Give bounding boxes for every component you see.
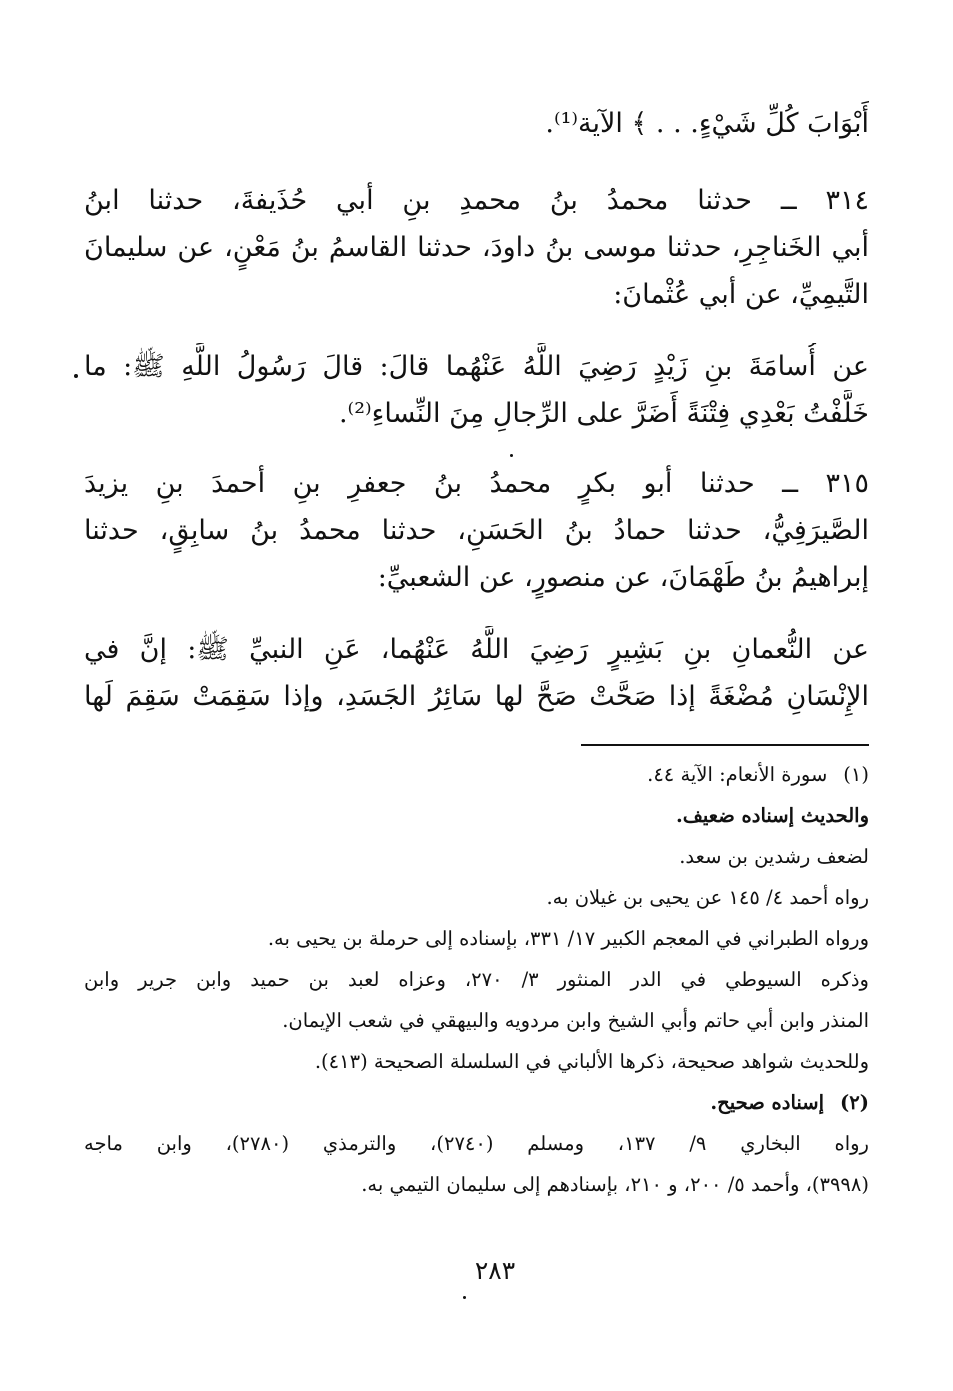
hadith-315-matn [84, 626, 869, 720]
footnote-2-title: إسناده صحيح. [710, 1091, 825, 1114]
footnote-1-title: سورة الأنعام: الآية ٤٤. [647, 763, 828, 786]
footnote-1-line: ورواه الطبراني في المعجم الكبير ١٧/ ٣٣١، بإسناده إلى حرملة بن يحيى به. [267, 927, 869, 950]
hadith-314-matn [84, 343, 869, 437]
hadith-315-isnad [84, 460, 869, 601]
hadith-314-isnad [84, 177, 869, 318]
hadith-314-line-1: ٣١٤ ــ حدثنا محمدُ بنُ محمدِ بنِ أبي حُذَيفةَ، حدثنا ابنُ [84, 185, 869, 216]
hadith-315-line-1: ٣١٥ ــ حدثنا أبو بكرٍ محمدُ بنُ جعفرِ بنِ أحمدَ بنِ يزيدَ [84, 468, 869, 499]
margin-dot [510, 454, 513, 457]
footnote-2-number: (٢) [840, 1091, 869, 1114]
footnote-2-line: (٣٩٩٨)، وأحمد ٥/ ٢٠٠، و ٢١٠، بإسنادهم إلى سليمان التيمي به. [361, 1173, 869, 1196]
footnote-2-line: رواه البخاري ٩/ ١٣٧، ومسلم (٢٧٤٠)، والترمذي (٢٧٨٠)، وابن ماجه [84, 1132, 869, 1155]
verse-continuation [84, 100, 869, 147]
hadith-315-line-3: إبراهيمُ بنُ طَهْمَانَ، عن منصورٍ، عن الشعبيِّ: [377, 562, 869, 593]
footnote-1-heading [84, 754, 869, 795]
footnote-1-number: (١) [843, 763, 869, 786]
hadith-315-matn-line-1: عن النُّعمانِ بنِ بَشِيرٍ رَضِيَ اللَّهُ عَنْهُما، عَنِ النبيِّ ﷺ: إنَّ في [84, 634, 869, 665]
hadith-314-line-2: أبي الخَناجِرِ، حدثنا موسى بنُ داودَ، حدثنا القاسمُ بنُ مَعْنٍ، عن سليمانَ [84, 232, 869, 263]
footnote-separator [581, 744, 869, 746]
margin-dot [74, 374, 78, 378]
hadith-314-matn-line-2: خَلَّفْتُ بَعْدِي فِتْنَةً أَضَرَّ على الرِّجالِ مِنَ النِّساءِ⁽²⁾. [338, 398, 869, 429]
footnote-2-heading [84, 1082, 869, 1123]
margin-dot [463, 1296, 466, 1299]
footnote-1-line: لضعف رشدين بن سعد. [679, 845, 869, 868]
hadith-315-matn-line-2: الإِنْسَانِ مُضْغَةً إذا صَحَّتْ صَحَّ لها سَائِرُ الجَسَدِ، وإذا سَقِمَتْ سَقِمَ لَها [84, 681, 869, 712]
verse-text: أَبْوَابَ كُلِّ شَيْءٍ. . . ﴾ الآية⁽¹⁾. [545, 108, 869, 139]
footnote-1-line: وذكره السيوطي في الدر المنثور ٣/ ٢٧٠، وعزاه لعبد بن حميد وابن جرير وابن [84, 968, 869, 991]
footnote-1-line: المنذر وابن أبي حاتم وأبي الشيخ وابن مردويه والبيهقي في شعب الإيمان. [282, 1009, 869, 1032]
footnote-1-line: والحديث إسناده ضعيف. [675, 804, 869, 827]
hadith-314-line-3: التَّيمِيِّ، عن أبي عُثْمانَ: [613, 279, 869, 310]
hadith-314-matn-line-1: عن أُسامَةَ بنِ زَيْدٍ رَضِيَ اللَّهُ عَنْهُما قالَ: قالَ رَسُولُ اللَّهِ ﷺ: ما [84, 351, 869, 382]
page-number: ٢٨٣ [474, 1256, 516, 1285]
footnote-1-line: رواه أحمد ٤/ ١٤٥ عن يحيى بن غيلان به. [546, 886, 869, 909]
hadith-315-line-2: الصَّيرَفِيُّ، حدثنا حمادُ بنُ الحَسَنِ، حدثنا محمدُ بنُ سابِقٍ، حدثنا [84, 515, 869, 546]
footnotes [84, 754, 869, 1205]
footnote-1-line: وللحديث شواهد صحيحة، ذكرها الألباني في السلسلة الصحيحة (٤١٣). [314, 1050, 869, 1073]
